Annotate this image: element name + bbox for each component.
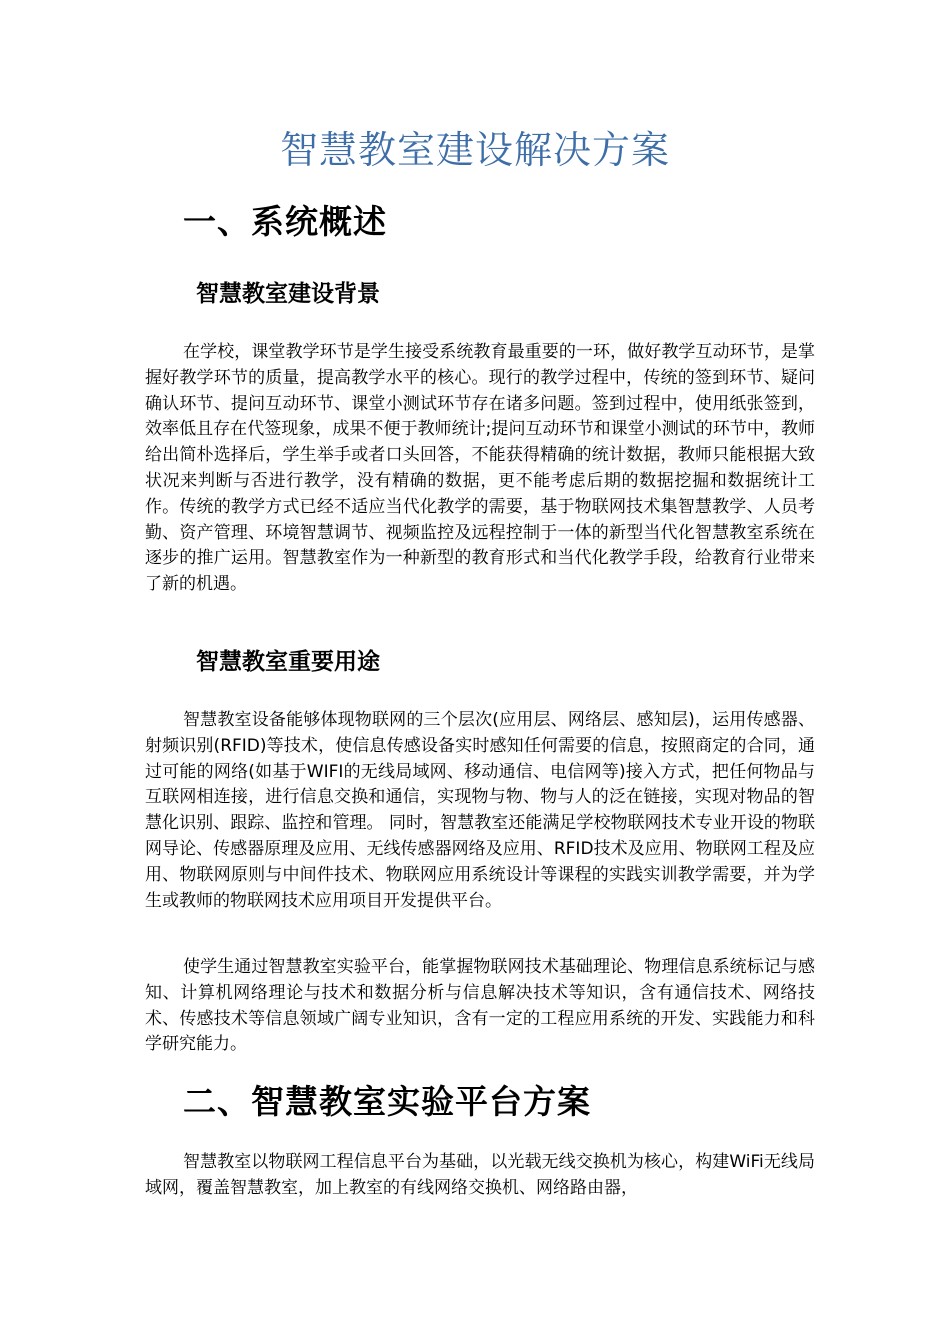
- paragraph-uses-1: 智慧教室设备能够体现物联网的三个层次(应用层、网络层、感知层)，运用传感器、射频识别(RFID)等技术，使信息传感设备实时感知任何需要的信息，按照商定的合同，通过可能的网络(如基于WIFI的无线局域网、移动通信、电信网等)接入方式，把任何物品与互联网相连接，进行信息交换和通信，实现物与物、物与人的泛在链接，实现对物品的智慧化识别、跟踪、监控和管理。 同时，智慧教室还能满足学校物联网技术专业开设的物联网导论、传感器原理及应用、无线传感器网络及应用、RFID技术及应用、物联网工程及应用、物联网原则与中间件技术、物联网应用系统设计等课程的实践实训教学需要，并为学生或教师的物联网技术应用项目开发提供平台。: [145, 710, 815, 911]
- paragraph-background: 在学校，课堂教学环节是学生接受系统教育最重要的一环，做好教学互动环节，是掌握好教学环节的质量，提高教学水平的核心。现行的教学过程中，传统的签到环节、疑问确认环节、提问互动环节、课堂小测试环节存在诸多问题。签到过程中，使用纸张签到，效率低且存在代签现象，成果不便于教师统计;提问互动环节和课堂小测试的环节中，教师给出简朴选择后，学生举手或者口头回答，不能获得精确的统计数据，教师只能根据大致状况来判断与否进行教学，没有精确的数据，更不能考虑后期的数据挖掘和数据统计工作。传统的教学方式已经不适应当代化教学的需要，基于物联网技术集智慧教学、人员考勤、资产管理、环境智慧调节、视频监控及远程控制于一体的新型当代化智慧教室系统在逐步的推广运用。智慧教室作为一种新型的教育形式和当代化教学手段，给教育行业带来了新的机遇。: [145, 342, 815, 595]
- section-heading-platform: 二、智慧教室实验平台方案: [183, 1082, 591, 1121]
- paragraph-platform: 智慧教室以物联网工程信息平台为基础，以光载无线交换机为核心，构建WiFi无线局域网，覆盖智慧教室，加上教室的有线网络交换机、网络路由器，: [145, 1152, 815, 1198]
- subsection-heading-background: 智慧教室建设背景: [196, 281, 380, 307]
- subsection-heading-uses: 智慧教室重要用途: [196, 649, 380, 675]
- paragraph-uses-2: 使学生通过智慧教室实验平台，能掌握物联网技术基础理论、物理信息系统标记与感知、计算机网络理论与技术和数据分析与信息解决技术等知识，含有通信技术、网络技术、传感技术等信息领域广阔专业知识，含有一定的工程应用系统的开发、实践能力和科学研究能力。: [145, 957, 815, 1055]
- section-heading-overview: 一、系统概述: [183, 202, 387, 241]
- document-title: 智慧教室建设解决方案: [279, 128, 670, 172]
